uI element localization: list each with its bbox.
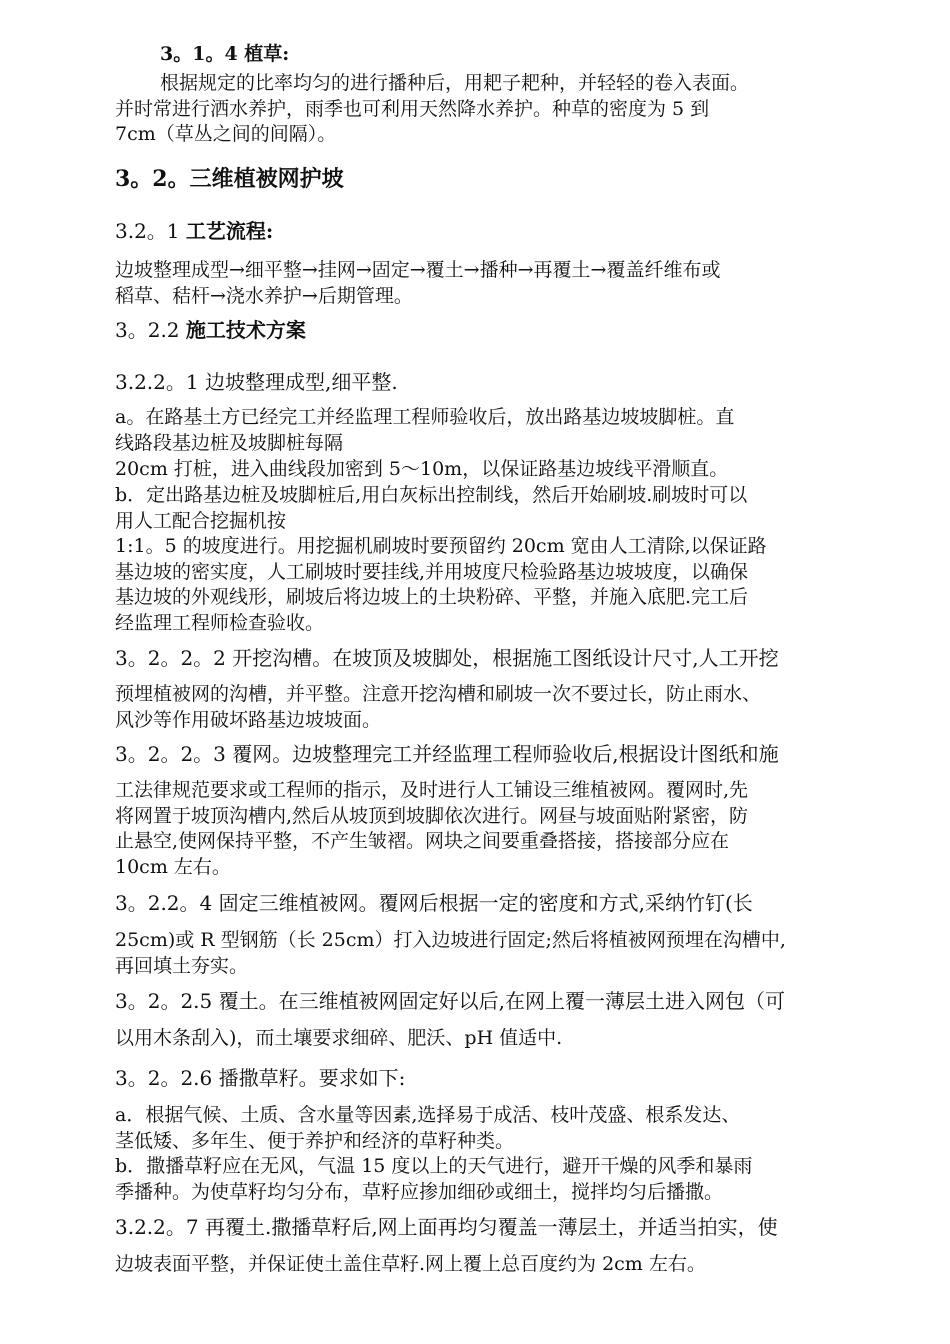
para-s7-line-2: 边坡表面平整，并保证使土盖住草籽.网上覆上总百度约为 2cm 左右。 xyxy=(115,1253,706,1275)
para-s1-b-line-4: 基边坡的密实度，人工刷坡时要挂线,并用坡度尺检验路基边坡坡度，以确保 xyxy=(115,561,749,583)
para-s3-line-2: 工法律规范要求或工程师的指示，及时进行人工铺设三维植被网。覆网时,先 xyxy=(115,779,749,801)
para-s3-line-5: 10cm 左右。 xyxy=(115,856,231,878)
para-s1-a-line-2: 线路段基边桩及坡脚桩每隔 xyxy=(115,432,344,454)
para-s7-line-1: 3.2.2。7 再覆土.撒播草籽后,网上面再均匀覆盖一薄层土，并适当拍实，使 xyxy=(115,1215,778,1239)
para-s1-a-line-1: a。在路基土方已经完工并经监理工程师验收后，放出路基边坡坡脚桩。直 xyxy=(115,406,735,428)
heading-3-2-2 xyxy=(115,317,306,343)
para-s6-b-line-1: b．撒播草籽应在无风，气温 15 度以上的天气进行，避开干燥的风季和暴雨 xyxy=(115,1155,753,1177)
para-s3-line-3: 将网置于坡顶沟槽内,然后从坡顶到坡脚依次进行。网昼与坡面贴附紧密，防 xyxy=(115,805,749,827)
para-s1-b-line-1: b．定出路基边桩及坡脚桩后,用白灰标出控制线，然后开始刷坡.刷坡时可以 xyxy=(115,484,748,506)
para-s6-a-line-1: a．根据气候、土质、含水量等因素,选择易于成活、枝叶茂盛、根系发达、 xyxy=(115,1104,741,1126)
heading-3-2-1 xyxy=(115,218,273,244)
para-s2-line-2: 预埋植被网的沟槽，并平整。注意开挖沟槽和刷坡一次不要过长，防止雨水、 xyxy=(115,683,762,705)
para-s4-line-1: 3。2.2。4 固定三维植被网。覆网后根据一定的密度和方式,采纳竹钉(长 xyxy=(115,891,753,915)
para-s1-b-line-2: 用人工配合挖掘机按 xyxy=(115,510,287,532)
heading-3-2-2-title: 施工技术方案 xyxy=(185,318,306,342)
para-s1-b-line-5: 基边坡的外观线形，刷坡后将边坡上的土块粉碎、平整，并施入底肥.完工后 xyxy=(115,586,749,608)
para-3-1-4-line-1: 根据规定的比率均匀的进行播种后，用耙子耙种，并轻轻的卷入表面。 xyxy=(160,72,750,94)
para-s3-line-1: 3。2。2。3 覆网。边坡整理完工并经监理工程师验收后,根据设计图纸和施 xyxy=(115,742,779,766)
heading-3-2-2-num: 3。2.2 xyxy=(115,318,180,342)
para-s2-line-3: 风沙等作用破坏路基边坡坡面。 xyxy=(115,709,382,731)
para-s5-line-2: 以用木条刮入)，而土壤要求细碎、肥沃、pH 值适中. xyxy=(115,1027,563,1049)
heading-3-1-4: 3。1。4 植草: xyxy=(160,43,290,65)
para-s1-b-line-6: 经监理工程师检查验收。 xyxy=(115,612,325,634)
para-s3-line-4: 止悬空,使网保持平整，不产生皱褶。网块之间要重叠搭接，搭接部分应在 xyxy=(115,830,730,852)
para-3-1-4-line-3: 7cm（草丛之间的间隔）。 xyxy=(115,123,337,145)
para-s6-b-line-2: 季播种。为使草籽均匀分布，草籽应掺加细砂或细土，搅拌均匀后播撒。 xyxy=(115,1181,724,1203)
para-s6-line-1: 3。2。2.6 播撒草籽。要求如下: xyxy=(115,1066,406,1090)
para-3-1-4-line-2: 并时常进行洒水养护，雨季也可利用天然降水养护。种草的密度为 5 到 xyxy=(115,98,710,120)
para-s5-line-1: 3。2。2.5 覆土。在三维植被网固定好以后,在网上覆一薄层土进入网包（可 xyxy=(115,989,785,1013)
para-3-2-1-line-2: 稻草、秸杆→浇水养护→后期管理。 xyxy=(115,285,413,307)
heading-3-2-1-num: 3.2。1 xyxy=(115,219,180,243)
para-s4-line-3: 再回填土夯实。 xyxy=(115,955,249,977)
heading-3-2-1-title: 工艺流程: xyxy=(185,219,274,243)
heading-3-2-2-1: 3.2.2。1 边坡整理成型,细平整. xyxy=(115,370,398,394)
para-s1-a-line-3: 20cm 打桩，进入曲线段加密到 5～10m，以保证路基边坡线平滑顺直。 xyxy=(115,458,729,480)
para-s4-line-2: 25cm)或 R 型钢筋（长 25cm）打入边坡进行固定;然后将植被网预埋在沟槽中, xyxy=(115,929,786,951)
para-s1-b-line-3: 1:1。5 的坡度进行。用挖掘机刷坡时要预留约 20cm 宽由人工清除,以保证路 xyxy=(115,535,767,557)
para-s2-line-1: 3。2。2。2 开挖沟槽。在坡顶及坡脚处，根据施工图纸设计尺寸,人工开挖 xyxy=(115,646,779,670)
heading-3-2: 3。2。三维植被网护坡 xyxy=(115,166,344,192)
para-3-2-1-line-1: 边坡整理成型→细平整→挂网→固定→覆土→播种→再覆土→覆盖纤维布或 xyxy=(115,259,721,281)
para-s6-a-line-2: 茎低矮、多年生、便于养护和经济的草籽种类。 xyxy=(115,1130,515,1152)
